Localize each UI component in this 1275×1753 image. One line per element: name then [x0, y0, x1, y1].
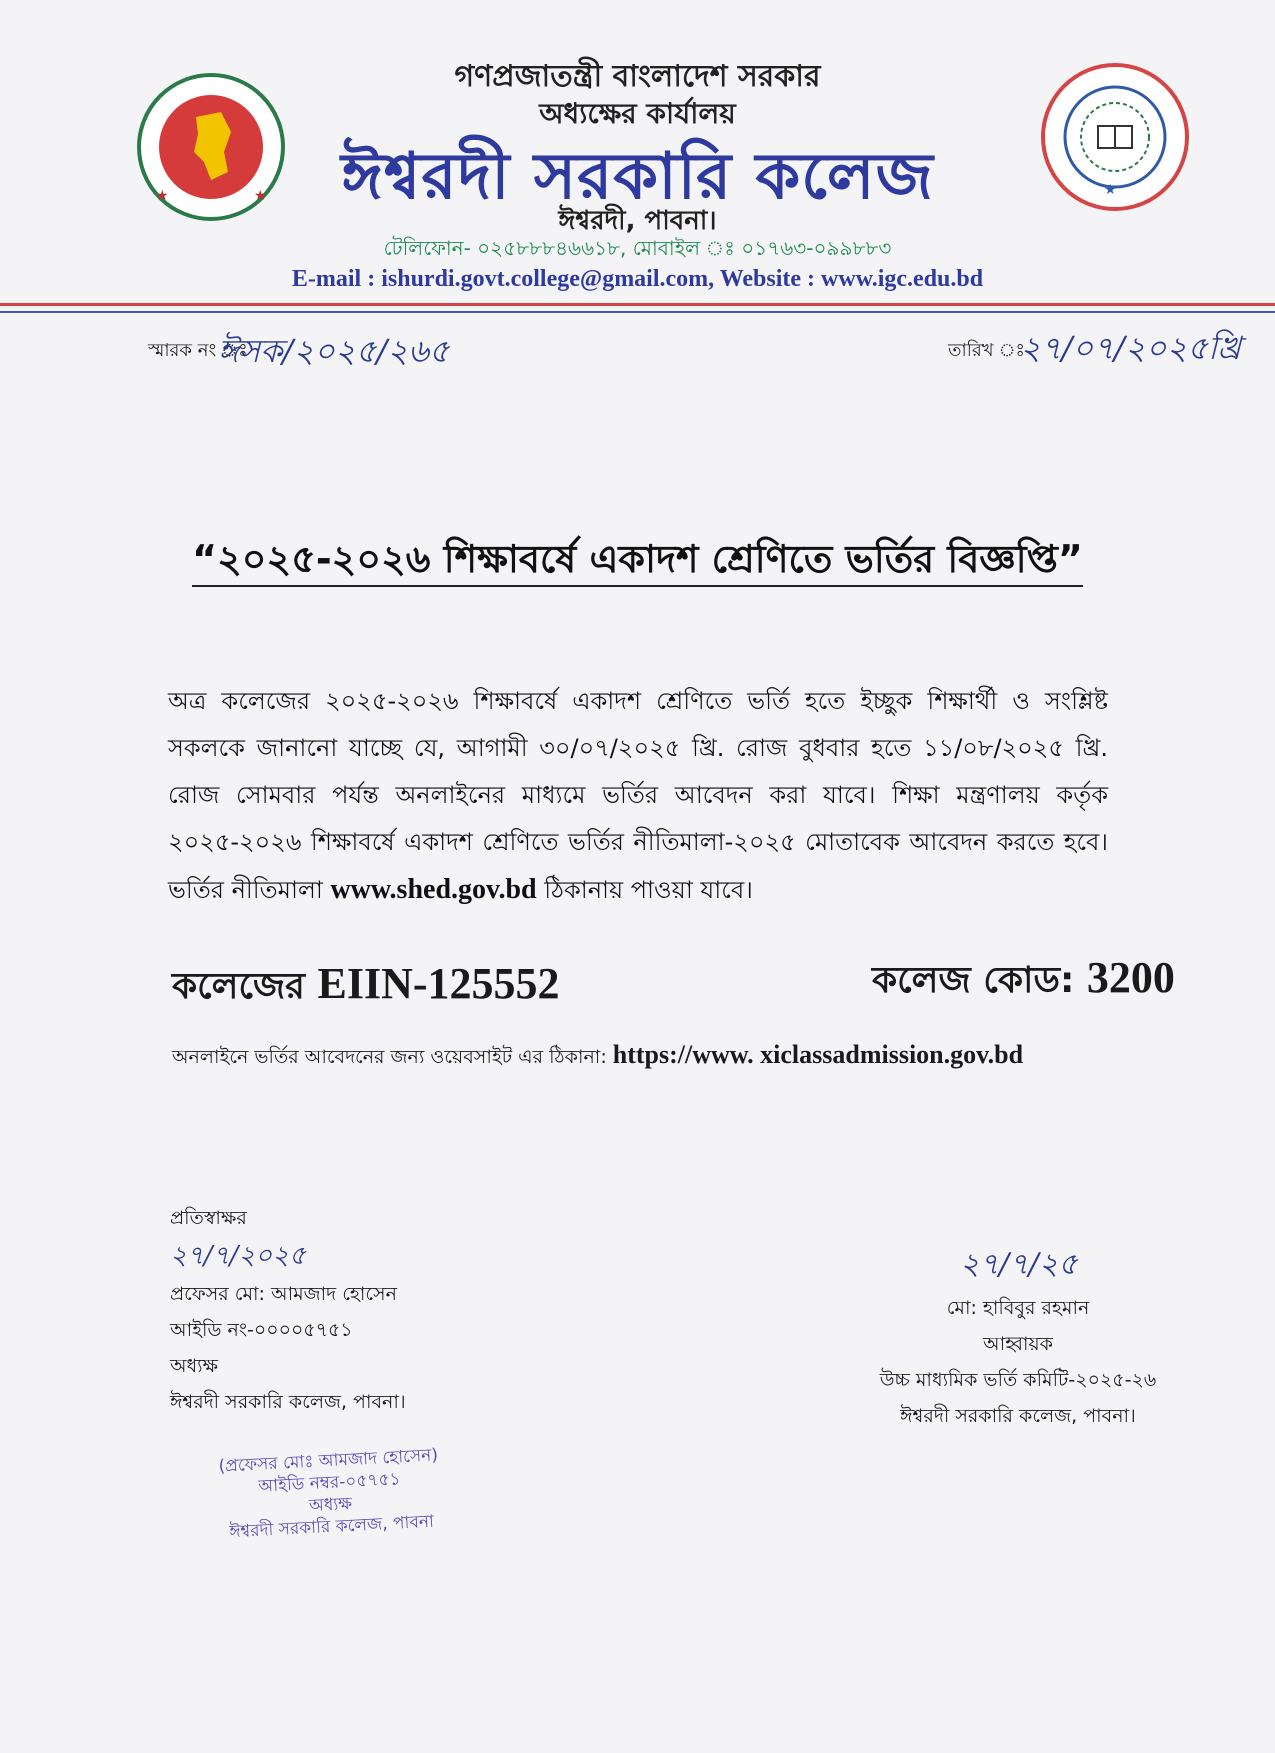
svg-text:★: ★	[254, 188, 267, 204]
svg-text:★: ★	[156, 188, 169, 204]
college-code-label: কলেজ কোড:	[872, 960, 1075, 1001]
header-divider-blue	[0, 311, 1275, 313]
college-code-line	[872, 952, 1175, 1013]
countersign-label: প্রতিস্বাক্ষর	[170, 1207, 247, 1229]
notice-title	[0, 530, 1275, 594]
convener-name: মো: হাবিবুর রহমান	[946, 1297, 1090, 1319]
stamp-line-3: অধ্যক্ষ	[308, 1493, 353, 1517]
contact-phone: টেলিফোন- ০২৫৮৮৮৪৬৬১৮, মোবাইল ঃ ০১৭৬৩-০৯৯৮৮৩	[383, 236, 892, 260]
stamp-line-4: ঈশ্বরদী সরকারি কলেজ, পাবনা	[228, 1511, 435, 1543]
eiin-label: কলেজের	[172, 966, 305, 1007]
college-name: ঈশ্বরদী সরকারি কলেজ	[341, 140, 934, 214]
notice-body	[168, 678, 1108, 914]
principal-signature-date: ২৭/৭/২০২৫	[170, 1241, 306, 1271]
convener-signature-date: ২৭/৭/২৫	[960, 1247, 1078, 1282]
eiin-value: EIIN-125552	[317, 959, 560, 1008]
header-divider-red	[0, 303, 1275, 306]
policy-link[interactable]: www.shed.gov.bd	[330, 874, 537, 905]
eiin-line	[172, 958, 560, 1019]
office-header: অধ্যক্ষের কার্যালয়	[539, 97, 736, 130]
date-value: ২৭/০৭/২০২৫খ্রি	[1020, 329, 1241, 367]
college-code-value: 3200	[1086, 953, 1175, 1002]
college-address: ঈশ্বরদী, পাবনা।	[558, 206, 717, 236]
convener-org: ঈশ্বরদী সরকারি কলেজ, পাবনা।	[900, 1405, 1136, 1427]
govt-header: গণপ্রজাতন্ত্রী বাংলাদেশ সরকার	[454, 59, 821, 94]
convener-role: আহ্বায়ক	[983, 1333, 1053, 1355]
date-label: তারিখ ঃ	[948, 340, 1026, 361]
principal-stamp	[198, 1443, 462, 1544]
svg-text:★: ★	[1104, 182, 1117, 198]
contact-email-website: E-mail : ishurdi.govt.college@gmail.com, Website : www.igc.edu.bd	[291, 266, 984, 292]
online-admission-line	[172, 1040, 1023, 1075]
committee-name: উচ্চ মাধ্যমিক ভর্তি কমিটি-২০২৫-২৬	[879, 1369, 1157, 1391]
memo-number-value: ঈসক/২০২৫/২৬৫	[218, 332, 450, 370]
principal-id: আইডি নং-০০০০৫৭৫১	[170, 1319, 353, 1341]
convener-signature-block	[848, 1290, 1188, 1434]
online-admission-label: অনলাইনে ভর্তির আবেদনের জন্য ওয়েবসাইট এর ঠিকানা:	[172, 1046, 607, 1068]
principal-org: ঈশ্বরদী সরকারি কলেজ, পাবনা।	[170, 1391, 406, 1413]
principal-signature-block	[170, 1200, 406, 1420]
notice-body-tail: ঠিকানায় পাওয়া যাবে।	[544, 876, 753, 904]
notice-body-text: অত্র কলেজের ২০২৫-২০২৬ শিক্ষাবর্ষে একাদশ শ্রেণিতে ভর্তি হতে ইচ্ছুক শিক্ষার্থী ও সংশ্লিষ্ট সকলকে জানানো যাচ্ছে যে, আগামী ৩০/০৭/২০২৫ খ্রি. রোজ বুধবার হতে ১১/০৮/২০২৫ খ্রি. রোজ সোমবার পর্যন্ত অনলাইনের মাধ্যমে ভর্তির আবেদন করা যাবে। শিক্ষা মন্ত্রণালয় কর্তৃক ২০২৫-২০২৬ শিক্ষাবর্ষে একাদশ শ্রেণিতে ভর্তির নীতিমালা-২০২৫ মোতাবেক আবেদন করতে হবে। ভর্তির নীতিমালা	[168, 687, 1108, 904]
admission-website-link[interactable]: https://www. xiclassadmission.gov.bd	[612, 1040, 1024, 1069]
stamp-line-2: আইডি নম্বর-০৫৭৫১	[257, 1469, 402, 1497]
principal-name: প্রফেসর মো: আমজাদ হোসেন	[170, 1283, 397, 1305]
notice-title-text: “২০২৫-২০২৬ শিক্ষাবর্ষে একাদশ শ্রেণিতে ভর্তির বিজ্ঞপ্তি”	[192, 537, 1083, 587]
principal-designation: অধ্যক্ষ	[170, 1355, 219, 1377]
memo-number-label: স্মারক নং ঃ	[148, 340, 248, 361]
stamp-line-1: (প্রফেসর মোঃ আমজাদ হোসেন)	[218, 1445, 439, 1477]
